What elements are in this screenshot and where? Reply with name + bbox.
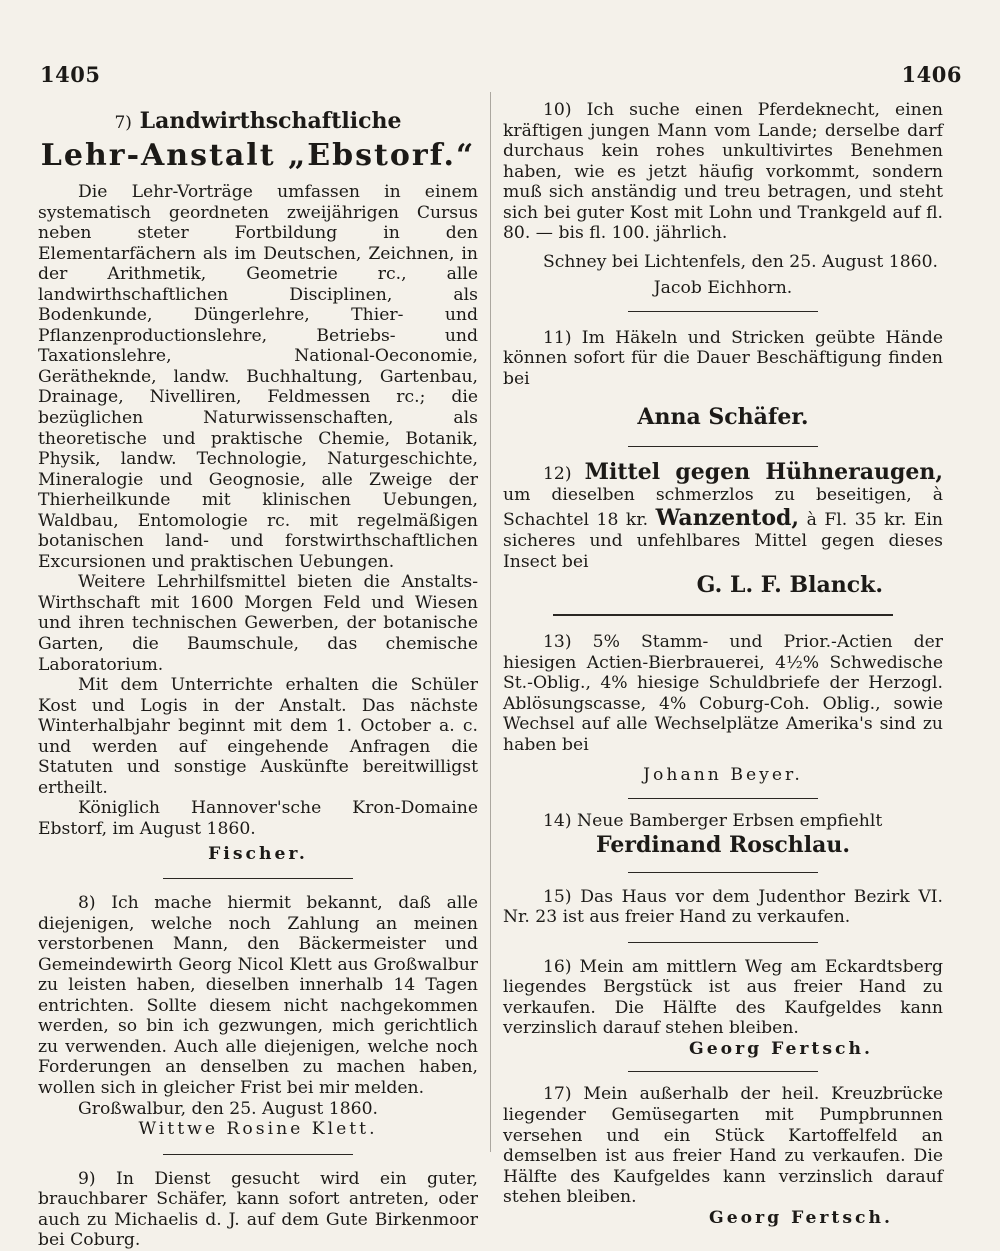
separator	[163, 1154, 353, 1155]
separator	[628, 872, 818, 873]
ad-7-body-3: Mit dem Unterrichte erhalten die Schüler Kost und Logis in der Anstalt. Das nächste Winterhalbjahr beginnt mit dem 1. October a. c. und werden auf eingehende Anfragen die Statuten und sonstige Auskünfte bereitwilligst ertheilt.	[38, 675, 478, 798]
ad-8-klett	[38, 893, 478, 1140]
ad-16-body: 16) Mein am mittlern Weg am Eckardtsberg liegendes Bergstück ist aus freier Hand zu verkaufen. Die Hälfte des Kaufgeldes kann verzinslich darauf stehen bleiben.	[503, 956, 943, 1039]
ad-7-signature: Fischer.	[208, 843, 308, 864]
ad-7-ebstorf	[38, 108, 478, 864]
ad-10-body: 10) Ich suche einen Pferdeknecht, einen kräftigen jungen Mann vom Lande; derselbe darf durchaus kein rohes unkultivirtes Benehmen haben, wie es jetzt häufig vorkommt, sondern muß sich anständig und treu betragen, und steht sich bei guter Kost mit Lohn und Trankgeld auf fl. 80. — bis fl. 100. jährlich.	[503, 100, 943, 244]
separator	[628, 446, 818, 447]
ad-11-haekeln	[503, 328, 943, 430]
ad-14-body: 14) Neue Bamberger Erbsen empfiehlt	[543, 811, 883, 832]
ad-15-body: 15) Das Haus vor dem Judenthor Bezirk VI. Nr. 23 ist aus freier Hand zu verkaufen.	[503, 886, 943, 928]
ad-13-body: 13) 5% Stamm- und Prior.-Actien der hiesigen Actien-Bierbrauerei, 4½% Schwedische St.-Oblig., 4% hiesige Schuldbriefe der Herzogl. Ablösungscasse, 4% Coburg-Coh. Oblig., sowie Wechsel auf alle Wechselplätze Amerika's sind zu haben bei	[503, 632, 943, 755]
ad-12-number: 12)	[543, 463, 572, 484]
ad-12-huehneraugen	[503, 459, 943, 599]
separator	[628, 798, 818, 799]
ad-17-signature: Georg Fertsch.	[709, 1207, 893, 1228]
ad-7-body-2: Weitere Lehrhilfsmittel bieten die Anstalts-Wirthschaft mit 1600 Morgen Feld und Wiesen und ihren technischen Gewerben, der botanische Garten, die Baumschule, das chemische Laboratorium.	[38, 572, 478, 675]
ad-17-body: 17) Mein außerhalb der heil. Kreuzbrücke liegender Gemüsegarten mit Pumpbrunnen versehen und ein Stück Kartoffelfeld an demselben ist aus freier Hand zu verkaufen. Die Hälfte des Kaufgeldes kann verzinslich darauf stehen bleiben.	[503, 1084, 943, 1208]
ad-7-number: 7)	[114, 113, 132, 133]
separator	[628, 942, 818, 943]
separator	[628, 1071, 818, 1072]
ad-9-body: 9) In Dienst gesucht wird ein guter, brauchbarer Schäfer, kann sofort antreten, oder auch zu Michaelis d. J. auf dem Gute Birkenmoor bei Coburg.	[38, 1168, 478, 1251]
page-number-left: 1405	[40, 62, 101, 87]
ad-16-bergstueck	[503, 957, 943, 1060]
ad-10-pferdeknecht	[503, 100, 943, 299]
ad-12-body-2: à Fl. 35 kr. Ein sicheres und unfehlbares Mittel gegen dieses Insect bei	[503, 510, 943, 572]
ad-11-body: 11) Im Häkeln und Stricken geübte Hände können sofort für die Dauer Beschäftigung finden bei	[503, 327, 943, 390]
ad-12-text	[503, 459, 943, 573]
ad-15-haus	[503, 887, 943, 928]
left-column	[38, 100, 478, 1251]
ad-7-body-1: Die Lehr-Vorträge umfassen in einem systematisch geordneten zweijährigen Cursus neben steter Fortbildung in den Elementarfächern als im Deutschen, Zeichnen, in der Arithmetik, Geometrie rc., alle landwirthschaftlichen Disciplinen, als Bodenkunde, Düngerlehre, Thier- und Pflanzenproductionslehre, Betriebs- und Taxationslehre, National-Oeconomie, Gerätheknde, landw. Buchhaltung, Gartenbau, Drainage, Nivelliren, Feldmessen rc.; die bezüglichen Naturwissenschaften, als theoretische und praktische Chemie, Botanik, Physik, landw. Technologie, Naturgeschichte, Mineralogie und Geognosie, alle Zweige der Thierheilkunde mit klinischen Uebungen, Waldbau, Entomologie rc. mit regelmäßigen botanischen land- und forstwirthschaftlichen Excursionen und praktischen Uebungen.	[38, 182, 478, 572]
page-number-right: 1406	[901, 62, 962, 87]
ad-7-header-line: Landwirthschaftliche	[139, 108, 402, 134]
ad-12-name: G. L. F. Blanck.	[696, 572, 883, 599]
ad-14-erbsen	[503, 811, 943, 858]
ad-17-gemuesegarten	[503, 1084, 943, 1228]
ad-8-place-date: Großwalbur, den 25. August 1860.	[78, 1098, 379, 1119]
ad-16-signature: Georg Fertsch.	[689, 1038, 873, 1059]
ad-12-product: Wanzentod,	[655, 505, 800, 532]
right-column	[503, 100, 943, 1228]
ad-10-place-date: Schney bei Lichtenfels, den 25. August 1860.	[543, 251, 939, 272]
separator	[553, 614, 893, 616]
ad-9-schaefer	[38, 1169, 478, 1251]
column-divider	[490, 92, 491, 1152]
ad-14-name: Ferdinand Roschlau.	[595, 831, 851, 858]
ad-13-actien	[503, 632, 943, 786]
ad-8-body: 8) Ich mache hiermit bekannt, daß alle diejenigen, welche noch Zahlung an meinen verstorbenen Mann, den Bäckermeister und Gemeindewirth Georg Nicol Klett aus Großwalbur zu leisten haben, dieselben innerhalb 14 Tagen entrichten. Sollte diesem nicht nachgekommen werden, so bin ich gezwungen, mich gerichtlich zu verwenden. Auch alle diejenigen, welche noch Forderungen an denselben zu machen haben, wollen sich in gleicher Frist bei mir melden.	[38, 893, 478, 1098]
ad-7-title: Lehr-Anstalt „Ebstorf.“	[40, 138, 476, 173]
ad-10-signature: Jacob Eichhorn.	[653, 278, 793, 299]
ad-7-header	[38, 108, 478, 136]
ad-7-signoff: Königlich Hannover'sche Kron-Domaine Ebstorf, im August 1860.	[38, 798, 478, 839]
ad-12-body-1: um dieselben schmerzlos zu beseitigen, à Schachtel 18 kr.	[503, 484, 943, 531]
separator	[163, 878, 353, 879]
ad-11-name: Anna Schäfer.	[637, 403, 809, 430]
ad-13-name: Johann Beyer.	[643, 765, 803, 786]
ad-8-signature: Wittwe Rosine Klett.	[138, 1119, 378, 1140]
ad-12-headline: Mittel gegen Hühneraugen,	[584, 458, 943, 485]
separator	[628, 311, 818, 312]
